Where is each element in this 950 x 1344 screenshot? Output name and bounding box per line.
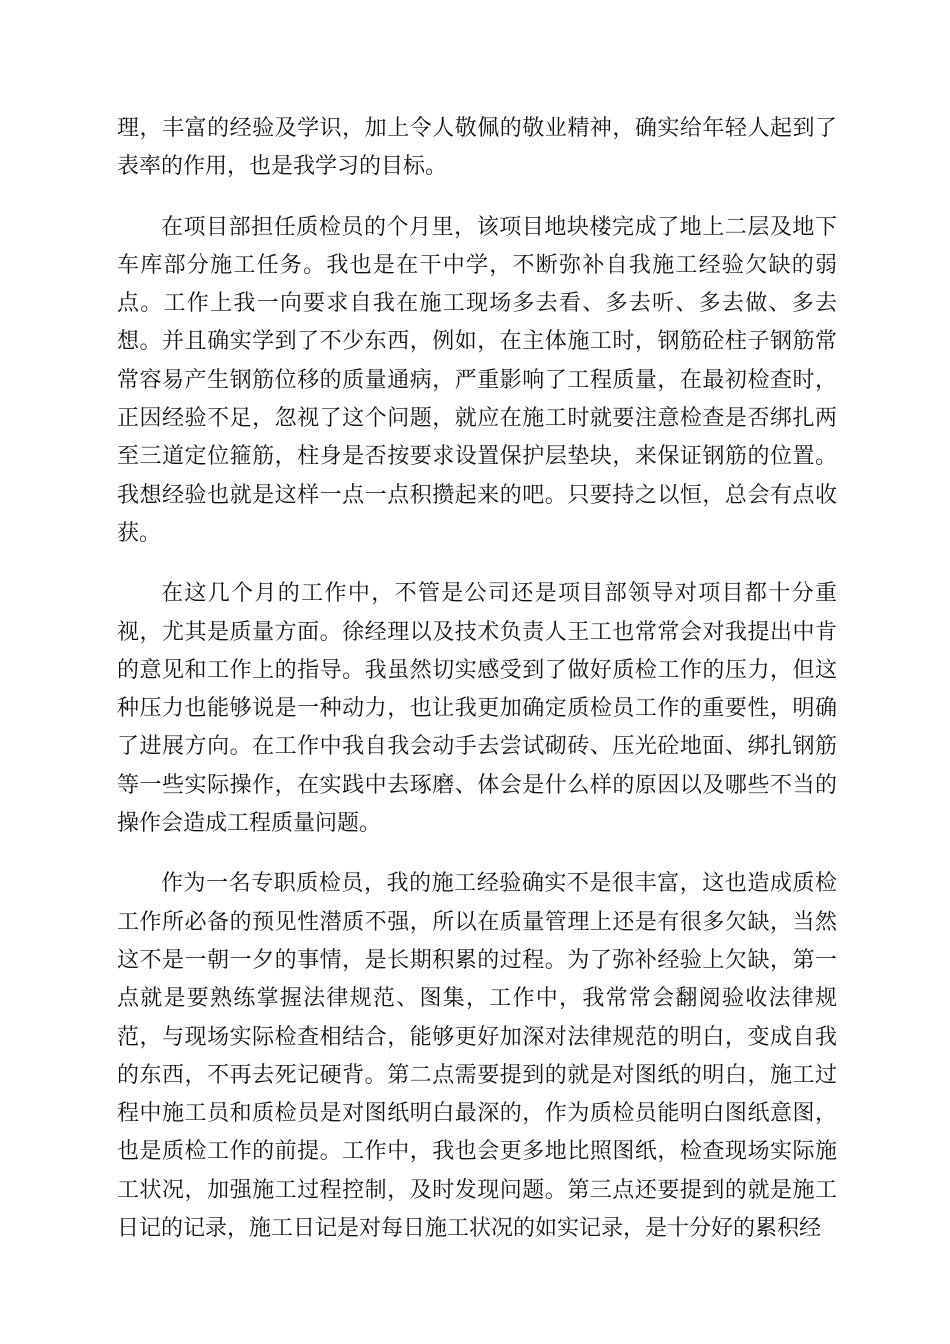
document-body bbox=[117, 110, 837, 1248]
paragraph-2: 在项目部担任质检员的个月里，该项目地块楼完成了地上二层及地下车库部分施工任务。我也是在干中学，不断弥补自我施工经验欠缺的弱点。工作上我一向要求自我在施工现场多去看、多去听、多去做、多去想。并且确实学到了不少东西，例如，在主体施工时，钢筋砼柱子钢筋常常容易产生钢筋位移的质量通病，严重影响了工程质量，在最初检查时，正因经验不足，忽视了这个问题，就应在施工时就要注意检查是否绑扎两至三道定位箍筋，柱身是否按要求设置保护层垫块，来保证钢筋的位置。我想经验也就是这样一点一点积攒起来的吧。只要持之以恒，总会有点收获。 bbox=[117, 214, 837, 546]
paragraph-4: 作为一名专职质检员，我的施工经验确实不是很丰富，这也造成质检工作所必备的预见性潜质不强，所以在质量管理上还是有很多欠缺，当然这不是一朝一夕的事情，是长期积累的过程。为了弥补经验上欠缺，第一点就是要熟练掌握法律规范、图集，工作中，我常常会翻阅验收法律规范，与现场实际检查相结合，能够更好加深对法律规范的明白，变成自我的东西，不再去死记硬背。第二点需要提到的就是对图纸的明白，施工过程中施工员和质检员是对图纸明白最深的，作为质检员能明白图纸意图，也是质检工作的前提。工作中，我也会更多地比照图纸，检查现场实际施工状况，加强施工过程控制，及时发现问题。第三点还要提到的就是施工日记的记录，施工日记是对每日施工状况的如实记录，是十分好的累积经 bbox=[117, 871, 837, 1242]
paragraph-3: 在这几个月的工作中，不管是公司还是项目部领导对项目都十分重视，尤其是质量方面。徐经理以及技术负责人王工也常常会对我提出中肯的意见和工作上的指导。我虽然切实感受到了做好质检工作的压力，但这种压力也能够说是一种动力，也让我更加确定质检员工作的重要性，明确了进展方向。在工作中我自我会动手去尝试砌砖、压光砼地面、绑扎钢筋等一些实际操作，在实践中去琢磨、体会是什么样的原因以及哪些不当的操作会造成工程质量问题。 bbox=[117, 581, 837, 837]
paragraph-1: 理，丰富的经验及学识，加上令人敬佩的敬业精神，确实给年轻人起到了表率的作用，也是我学习的目标。 bbox=[117, 116, 837, 180]
